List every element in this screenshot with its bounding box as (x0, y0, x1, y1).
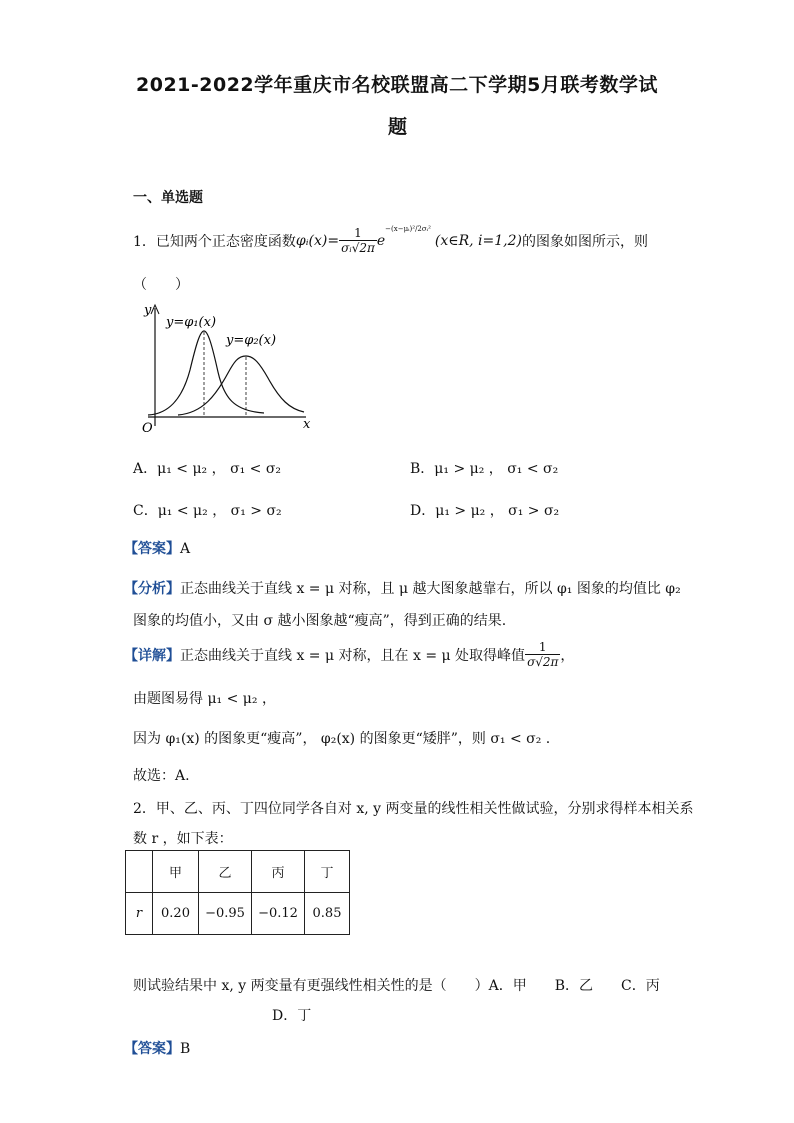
q2-answer: B (180, 1041, 191, 1057)
document-title-line2: 题 (388, 116, 408, 138)
y-axis-label: y (144, 303, 152, 318)
q2-option-d: D．丁 (272, 1008, 312, 1024)
table-header-cell: 乙 (199, 851, 252, 893)
q1-analysis-tag: 【分析】 (124, 581, 180, 597)
option-a: A．μ₁ < μ₂ ， σ₁ < σ₂ (133, 461, 282, 477)
q1-analysis-row1 (124, 578, 681, 598)
table-header-row (126, 851, 350, 893)
q1-detail-tag: 【详解】 (124, 647, 180, 664)
q2-stem-line1: 2．甲、乙、丙、丁四位同学各自对 x, y 两变量的线性相关性做试验，分别求得样本相关系 (133, 801, 694, 817)
q1-analysis-line2: 图象的均值小，又由 σ 越小图象越“瘦高”，得到正确的结果. (133, 613, 507, 629)
x-axis-label: x (303, 417, 311, 432)
q1-frac-num: 1 (339, 226, 377, 241)
q2-question: 则试验结果中 x, y 两变量有更强线性相关性的是（ ）A．甲 B．乙 C．丙 (133, 978, 660, 994)
q1-analysis-line1: 正态曲线关于直线 x = μ 对称，且 μ 越大图象越靠右，所以 φ₁ 图象的均值比 φ₂ (180, 581, 681, 597)
q2-stem-line2: 数 r ，如下表： (133, 831, 233, 847)
q1-prefix: 1．已知两个正态密度函数 (133, 233, 296, 250)
document-title-line1: 2021-2022学年重庆市名校联盟高二下学期5月联考数学试 (136, 74, 658, 96)
q1-detail-line2: 由题图易得 μ₁ < μ₂ ， (133, 691, 276, 707)
q1-detail-frac-num: 1 (525, 640, 560, 655)
table-cell: −0.95 (199, 893, 252, 935)
option-c: C．μ₁ < μ₂ ， σ₁ > σ₂ (133, 503, 282, 519)
table-cell: 0.20 (153, 893, 199, 935)
table-header-cell: 丁 (305, 851, 350, 893)
q1-detail-fraction (525, 640, 560, 669)
q2-answer-tag: 【答案】 (124, 1041, 180, 1057)
option-d: D．μ₁ > μ₂ ， σ₁ > σ₂ (410, 503, 560, 519)
q1-detail-line3: 因为 φ₁(x) 的图象更“瘦高”， φ₂(x) 的图象更“矮胖”，则 σ₁ < σ₂ . (133, 731, 551, 747)
curve-phi1-label: y=φ₁(x) (166, 315, 217, 330)
option-b: B．μ₁ > μ₂ ， σ₁ < σ₂ (410, 461, 559, 477)
q1-answer: A (180, 541, 191, 557)
q1-function: φᵢ(x)= (295, 232, 340, 249)
q1-detail-frac-den: σ√2π (527, 655, 559, 669)
table-header-cell: 甲 (153, 851, 199, 893)
section-heading: 一、单选题 (133, 190, 203, 206)
curve-phi2-label: y=φ₂(x) (226, 333, 277, 348)
origin-label: O (142, 421, 153, 436)
table-corner-cell (126, 851, 153, 893)
q1-answer-tag: 【答案】 (124, 541, 180, 557)
q2-answer-row (124, 1038, 190, 1058)
q1-detail-row1 (124, 640, 574, 669)
q1-detail-line1: 正态曲线关于直线 x = μ 对称，且在 x = μ 处取得峰值 (180, 647, 526, 664)
q1-conclusion: 故选：A. (133, 768, 190, 784)
normal-curves-figure (138, 300, 318, 440)
curve-phi2 (178, 356, 304, 415)
q1-detail-line1-end: ， (560, 647, 575, 664)
q1-fraction (339, 226, 377, 255)
correlation-table (125, 850, 350, 935)
table-cell: 0.85 (305, 893, 350, 935)
table-row-label: r (126, 893, 153, 935)
q1-domain: (x∈R, i=1,2) (434, 232, 522, 249)
question-1-stem (133, 226, 648, 255)
q1-exp-base: e (376, 232, 386, 249)
q1-answer-row (124, 538, 190, 558)
q1-frac-den: σᵢ√2π (341, 241, 375, 255)
table-cell: −0.12 (252, 893, 305, 935)
q1-paren: （ ） (133, 277, 189, 293)
q1-exp-power: −(x−μᵢ)²/2σᵢ² (385, 224, 431, 233)
q1-suffix: 的图象如图所示，则 (522, 233, 648, 250)
table-header-cell: 丙 (252, 851, 305, 893)
table-row (126, 893, 350, 935)
